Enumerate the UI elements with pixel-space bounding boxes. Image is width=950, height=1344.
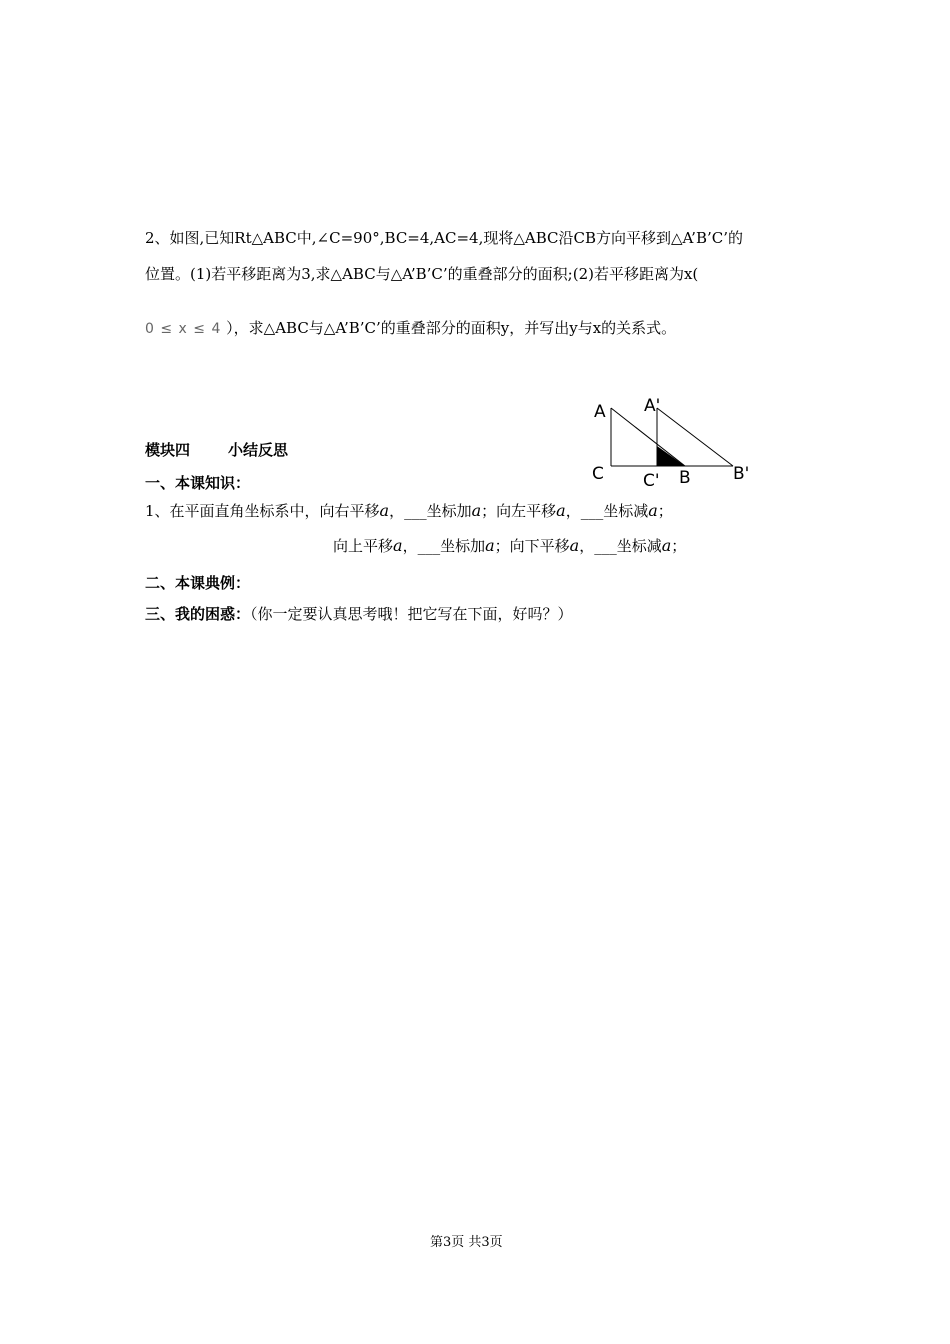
section-2-heading: 二、本课典例：	[145, 574, 251, 592]
translation-figure	[585, 390, 765, 490]
section-3-note: （你一定要认真思考哦！把它写在下面，好吗？）	[250, 605, 573, 623]
range-formula: 0 ≤ x ≤ 4	[145, 321, 222, 337]
problem-line-3	[145, 318, 676, 339]
row1-part1: 1、在平面直角坐标系中，向右平移	[145, 502, 380, 520]
row1-part2: ，___坐标加	[389, 502, 472, 520]
row2-end: ；	[671, 537, 687, 555]
module-subtitle: 小结反思	[228, 441, 289, 459]
segment-ab	[611, 408, 685, 466]
row2-part4: ，___坐标减	[579, 537, 662, 555]
label-a-prime: A'	[644, 396, 661, 416]
row2-var-a: a	[393, 536, 403, 555]
row2-var-a-4: a	[661, 536, 672, 555]
section-3-heading: 三、我的困惑：	[145, 605, 251, 623]
row1-end: ；	[657, 502, 673, 520]
row1-part4: ，___坐标减	[565, 502, 649, 520]
label-c-prime: C'	[643, 471, 660, 490]
module-title: 模块四	[145, 441, 191, 459]
section-3	[145, 604, 573, 624]
row1-part3: ；向左平移	[481, 502, 557, 520]
section-1-heading: 一、本课知识：	[145, 474, 251, 492]
row2-var-a-2: a	[485, 536, 495, 555]
label-c: C	[592, 464, 604, 484]
row2-var-a-3: a	[569, 536, 580, 555]
knowledge-row-2	[333, 536, 686, 556]
knowledge-row-1	[145, 501, 673, 521]
overlap-region	[657, 446, 685, 466]
label-a: A	[594, 402, 606, 422]
problem-line-2: 位置。(1)若平移距离为3,求△ABC与△A’B’C’的重叠部分的面积;(2)若平移距离为x(	[145, 265, 699, 283]
page-footer: 第3页 共3页	[430, 1235, 503, 1250]
problem-line-1: 2、如图,已知Rt△ABC中,∠C=90°,BC=4,AC=4,现将△ABC沿CB方向平移到△A’B’C’的	[145, 229, 743, 247]
problem-line-3-text: ），求△ABC与△A’B’C’的重叠部分的面积y，并写出y与x的关系式。	[226, 319, 677, 337]
label-b: B	[679, 468, 691, 488]
row1-var-a-4: a	[648, 501, 658, 520]
row1-var-a-3: a	[556, 501, 566, 520]
label-b-prime: B'	[733, 464, 750, 484]
row1-var-a: a	[379, 501, 390, 520]
row2-part2: ，___坐标加	[402, 537, 486, 555]
row2-part1: 向上平移	[333, 537, 394, 555]
row1-var-a-2: a	[471, 501, 482, 520]
row2-part3: ；向下平移	[494, 537, 570, 555]
